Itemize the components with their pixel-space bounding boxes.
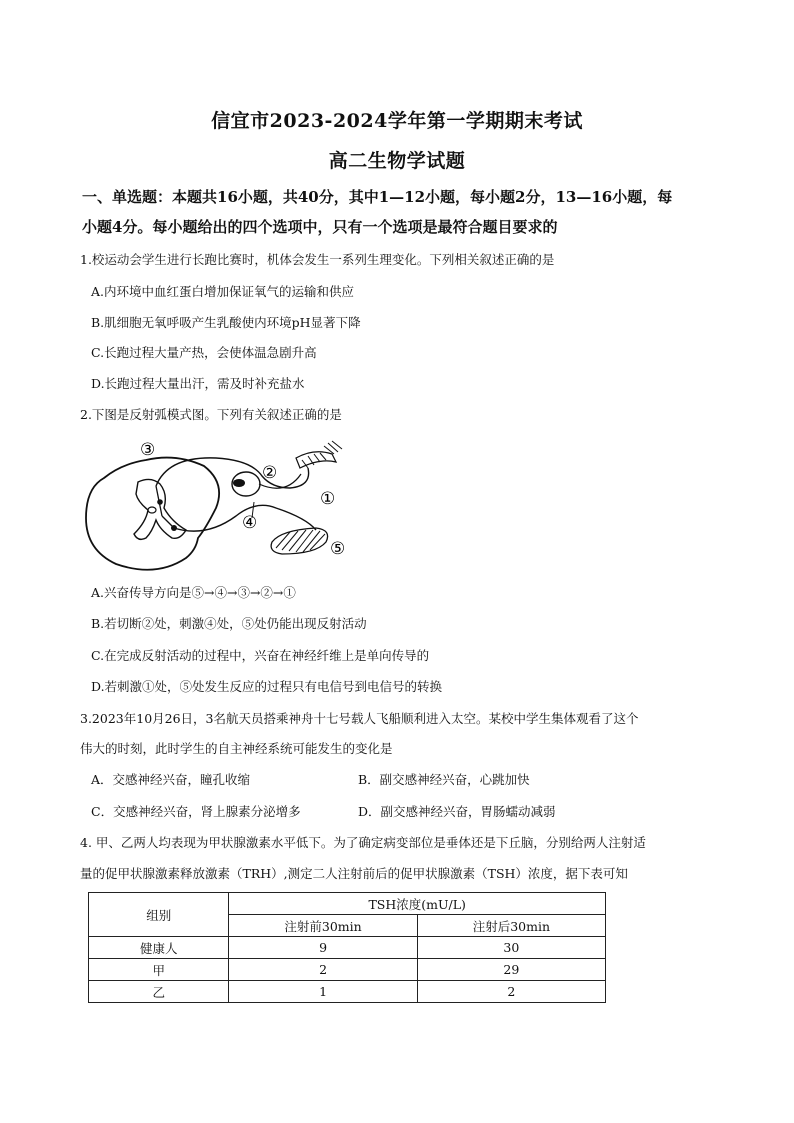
question-1-option-b: B.肌细胞无氧呼吸产生乳酸使内环境pH显著下降 — [91, 315, 361, 330]
cell-before: 2 — [229, 959, 417, 981]
question-1-option-a: A.内环境中血红蛋白增加保证氧气的运输和供应 — [91, 284, 355, 299]
question-3-option-c: C．交感神经兴奋，肾上腺素分泌增多 — [91, 804, 301, 819]
cell-group: 乙 — [89, 981, 229, 1003]
question-2-option-a: A.兴奋传导方向是⑤→④→③→②→① — [91, 585, 296, 600]
header-tsh: TSH浓度(mU/L) — [229, 893, 606, 915]
question-3-option-d: D．副交感神经兴奋，胃肠蠕动减弱 — [358, 804, 556, 819]
cell-after: 2 — [417, 981, 605, 1003]
cell-before: 1 — [229, 981, 417, 1003]
header-after: 注射后30min — [417, 915, 605, 937]
label-1: ① — [320, 489, 336, 509]
exam-title: 信宜市2023-2024学年第一学期期末考试 — [211, 110, 583, 132]
label-5: ⑤ — [330, 539, 346, 559]
question-3-option-a: A．交感神经兴奋，瞳孔收缩 — [91, 772, 251, 787]
question-1-option-d: D.长跑过程大量出汗，需及时补充盐水 — [91, 376, 305, 391]
question-2-option-d: D.若刺激①处，⑤处发生反应的过程只有电信号到电信号的转换 — [91, 679, 443, 694]
question-2-stem: 2.下图是反射弧模式图。下列有关叙述正确的是 — [80, 407, 342, 422]
gray-matter — [134, 479, 186, 539]
label-4: ④ — [242, 513, 258, 533]
ganglion-nucleus — [233, 479, 245, 487]
tsh-table — [88, 892, 606, 1003]
question-1-option-c: C.长跑过程大量产热，会使体温急剧升高 — [91, 345, 317, 360]
question-3-stem-line-1: 3.2023年10月26日，3名航天员搭乘神舟十七号载人飞船顺利进入太空。某校中学生集体观看了这个 — [80, 711, 639, 726]
reflex-arc-diagram — [76, 438, 376, 578]
cell-group: 甲 — [89, 959, 229, 981]
section-instructions-line-2: 小题4分。每小题给出的四个选项中，只有一个选项是最符合题目要求的 — [82, 218, 558, 236]
central-canal — [148, 507, 156, 513]
table-header-row — [89, 893, 606, 915]
question-2-option-c: C.在完成反射活动的过程中，兴奋在神经纤维上是单向传导的 — [91, 648, 430, 663]
label-2: ② — [262, 463, 278, 483]
question-2-option-b: B.若切断②处，刺激④处，⑤处仍能出现反射活动 — [91, 616, 367, 631]
table-row — [89, 981, 606, 1003]
cell-group: 健康人 — [89, 937, 229, 959]
section-instructions-line-1: 一、单选题：本题共16小题，共40分，其中1—12小题，每小题2分，13—16小题，每 — [82, 188, 673, 206]
cell-after: 30 — [417, 937, 605, 959]
header-group: 组别 — [89, 893, 229, 937]
header-before: 注射前30min — [229, 915, 417, 937]
spinal-cord-outline — [86, 458, 219, 570]
table-row — [89, 937, 606, 959]
receptor-skin — [296, 452, 336, 468]
question-4-stem-line-2: 量的促甲状腺激素释放激素（TRH）,测定二人注射前后的促甲状腺激素（TSH）浓度，据下表可知 — [80, 866, 628, 881]
question-1-stem: 1.校运动会学生进行长跑比赛时，机体会发生一系列生理变化。下列相关叙述正确的是 — [80, 252, 555, 267]
question-3-option-b: B．副交感神经兴奋，心跳加快 — [358, 772, 530, 787]
question-4-stem-line-1: 4. 甲、乙两人均表现为甲状腺激素水平低下。为了确定病变部位是垂体还是下丘脑，分别给两人注射适 — [80, 835, 646, 850]
cell-before: 9 — [229, 937, 417, 959]
table-row — [89, 959, 606, 981]
label-3: ③ — [140, 440, 156, 460]
exam-subtitle: 高二生物学试题 — [328, 150, 466, 172]
question-3-stem-line-2: 伟大的时刻，此时学生的自主神经系统可能发生的变化是 — [80, 741, 393, 756]
cell-after: 29 — [417, 959, 605, 981]
interneuron-body — [157, 499, 163, 505]
